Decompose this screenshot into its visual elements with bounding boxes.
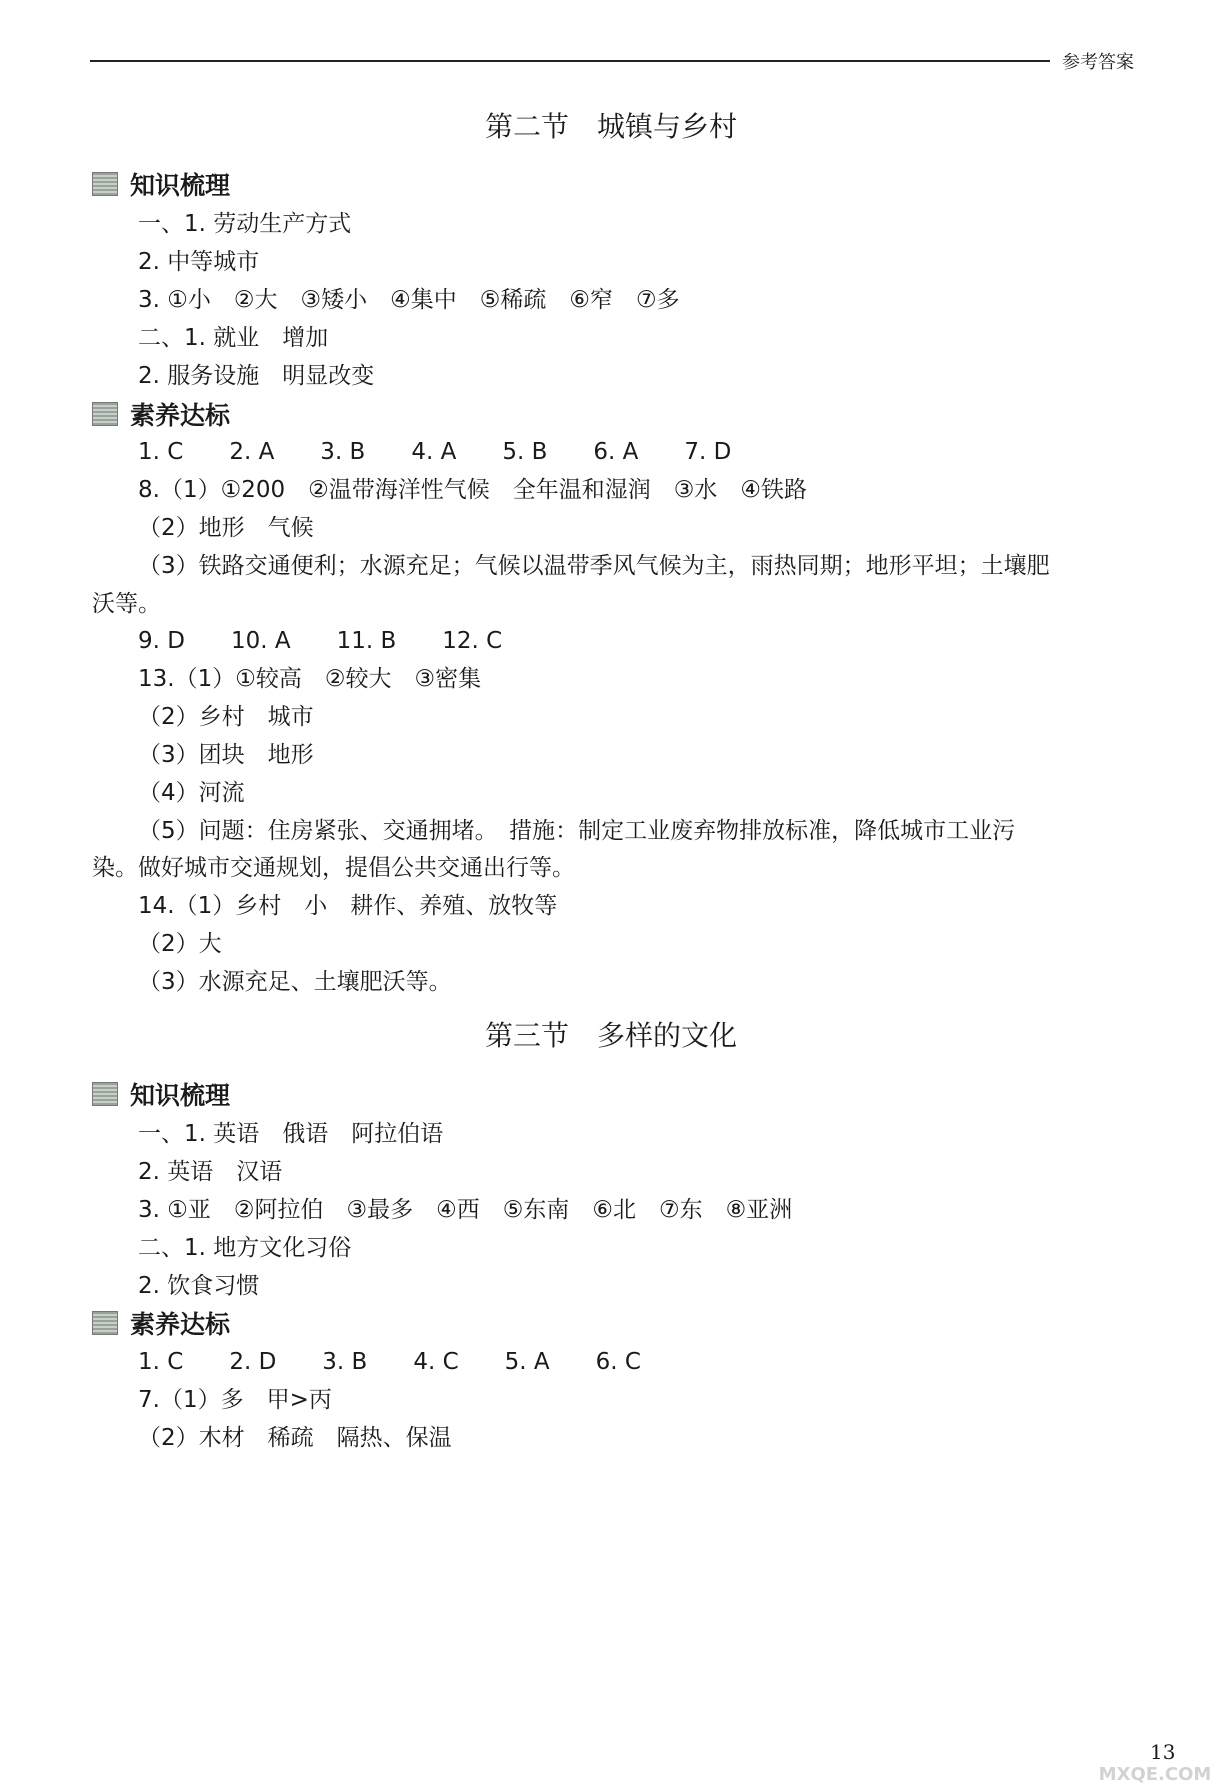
answer-line: （3）团块 地形 [138, 742, 314, 768]
answer-line: 14.（1）乡村 小 耕作、养殖、放牧等 [138, 893, 558, 919]
answer-line: 2. 服务设施 明显改变 [138, 363, 375, 389]
section-heading [92, 1076, 230, 1112]
answer-line: （4）河流 [138, 780, 245, 806]
section-heading [92, 166, 230, 202]
answer-line: 2. 英语 汉语 [138, 1159, 283, 1185]
section-heading [92, 396, 230, 432]
section-marker-icon [92, 1082, 118, 1106]
answer-line: 2. 中等城市 [138, 249, 260, 275]
answer-line: 13.（1）①较高 ②较大 ③密集 [138, 666, 482, 692]
heading-label: 素养达标 [130, 401, 231, 430]
answer-line: 3. ①小 ②大 ③矮小 ④集中 ⑤稀疏 ⑥窄 ⑦多 [138, 287, 680, 313]
heading-label: 知识梳理 [130, 171, 231, 200]
answer-line: 1. C 2. D 3. B 4. C 5. A 6. C [138, 1349, 641, 1375]
heading-label: 知识梳理 [130, 1081, 231, 1110]
answer-line: 沃等。 [92, 591, 161, 617]
answer-line: 1. C 2. A 3. B 4. A 5. B 6. A 7. D [138, 439, 732, 465]
page-number: 13 [1150, 1740, 1176, 1764]
answer-line: （3）铁路交通便利；水源充足；气候以温带季风气候为主，雨热同期；地形平坦；土壤肥 [138, 553, 1050, 579]
answer-line: 二、1. 地方文化习俗 [138, 1235, 352, 1261]
answer-line: 8.（1）①200 ②温带海洋性气候 全年温和湿润 ③水 ④铁路 [138, 477, 807, 503]
answer-line: 染。做好城市交通规划，提倡公共交通出行等。 [92, 855, 575, 881]
heading-label: 素养达标 [130, 1310, 231, 1339]
answer-line: （5）问题：住房紧张、交通拥堵。 措施：制定工业废弃物排放标准，降低城市工业污 [138, 818, 1016, 844]
answer-line: 3. ①亚 ②阿拉伯 ③最多 ④西 ⑤东南 ⑥北 ⑦东 ⑧亚洲 [138, 1197, 793, 1223]
section-marker-icon [92, 402, 118, 426]
answer-line: （2）地形 气候 [138, 515, 314, 541]
header-rule [90, 60, 1050, 62]
answer-line: 二、1. 就业 增加 [138, 325, 329, 351]
answer-line: （3）水源充足、土壤肥沃等。 [138, 969, 452, 995]
answer-line: 一、1. 英语 俄语 阿拉伯语 [138, 1121, 444, 1147]
answer-line: （2）木材 稀疏 隔热、保温 [138, 1425, 452, 1451]
watermark-logo: MXQE.COM [1098, 1764, 1212, 1785]
section-heading [92, 1305, 230, 1341]
header-label: 参考答案 [1062, 52, 1134, 73]
answer-line: 7.（1）多 甲>丙 [138, 1387, 332, 1413]
answer-line: （2）乡村 城市 [138, 704, 314, 730]
section-title: 第二节 城镇与乡村 [484, 110, 737, 143]
answer-line: 2. 饮食习惯 [138, 1273, 260, 1299]
section-marker-icon [92, 1311, 118, 1335]
answer-line: 一、1. 劳动生产方式 [138, 211, 352, 237]
answer-line: 9. D 10. A 11. B 12. C [138, 628, 503, 654]
section-marker-icon [92, 172, 118, 196]
answer-line: （2）大 [138, 931, 222, 957]
section-title: 第三节 多样的文化 [484, 1019, 737, 1052]
